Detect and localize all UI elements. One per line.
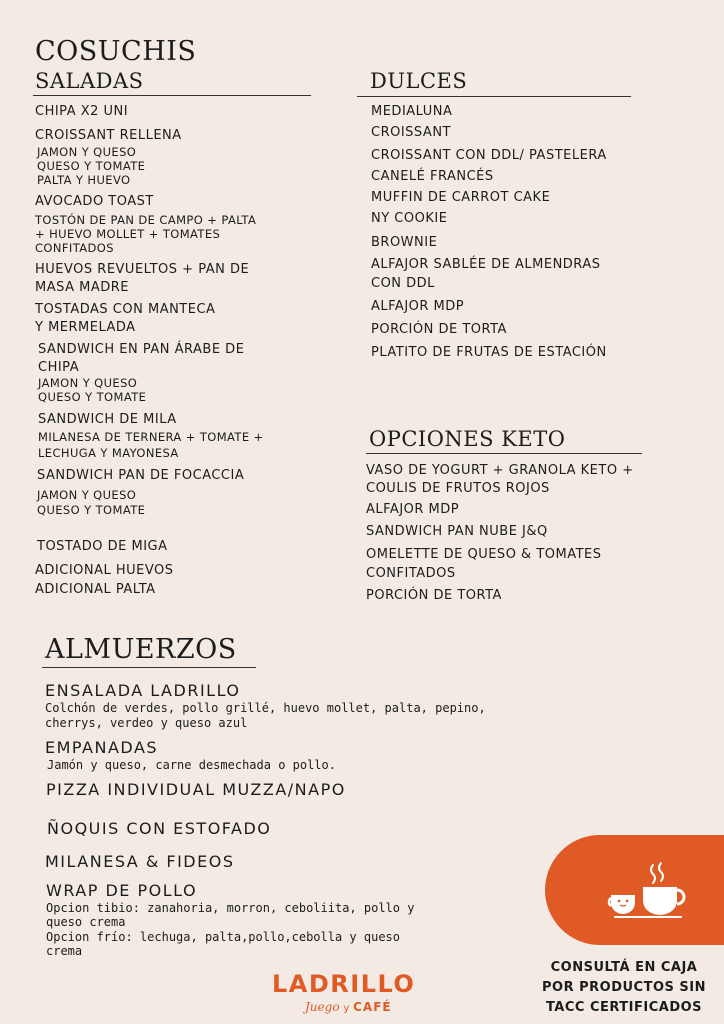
menu-item: CON DDL — [371, 276, 435, 291]
coffee-badge — [545, 835, 724, 945]
menu-item: CROISSANT — [371, 125, 451, 140]
menu-item: ADICIONAL HUEVOS — [35, 563, 174, 578]
menu-item: NY COOKIE — [371, 211, 448, 226]
menu-subitem: QUESO Y TOMATE — [38, 390, 147, 404]
menu-item: CHIPA — [38, 360, 80, 375]
dulces-divider — [357, 96, 631, 97]
tacc-notice — [538, 958, 710, 1018]
tagline-cafe: CAFÉ — [353, 1000, 392, 1014]
lunch-item-desc: cherrys, verdeo y queso azul — [45, 716, 248, 730]
menu-subitem: MILANESA DE TERNERA + TOMATE + — [38, 430, 264, 444]
lunch-item-desc: Opcion frío: lechuga, palta,pollo,cebolla y queso — [46, 930, 401, 944]
menu-subitem: CONFITADOS — [35, 241, 114, 255]
notice-line: POR PRODUCTOS SIN — [542, 980, 706, 995]
lunch-item-title: MILANESA & FIDEOS — [45, 852, 235, 871]
brand-tagline — [305, 1000, 392, 1014]
lunch-item-desc: Opcion tibio: zanahoria, morron, ceboliita, pollo y — [46, 901, 415, 915]
menu-subitem: QUESO Y TOMATE — [37, 159, 146, 173]
menu-item: SANDWICH EN PAN ÁRABE DE — [38, 342, 245, 357]
section-title-saladas: SALADAS — [35, 69, 144, 93]
section-title-keto: OPCIONES KETO — [369, 427, 566, 451]
lunch-item-title: PIZZA INDIVIDUAL MUZZA/NAPO — [46, 780, 346, 799]
menu-subitem: JAMON Y QUESO — [37, 488, 137, 502]
menu-item: SANDWICH PAN NUBE J&Q — [366, 524, 548, 539]
notice-line: TACC CERTIFICADOS — [545, 1000, 703, 1015]
tagline-juego: Juego — [305, 1000, 340, 1014]
section-title-dulces: DULCES — [370, 69, 468, 93]
menu-subitem: QUESO Y TOMATE — [37, 503, 146, 517]
saladas-divider — [33, 95, 311, 96]
lunch-item-title: EMPANADAS — [45, 738, 159, 757]
brand-logo: LADRILLO — [272, 970, 416, 998]
almuerzos-divider — [42, 667, 256, 668]
menu-item: MUFFIN DE CARROT CAKE — [371, 190, 551, 205]
menu-item: ALFAJOR MDP — [366, 502, 460, 517]
menu-item: PLATITO DE FRUTAS DE ESTACIÓN — [371, 345, 607, 360]
menu-item: TOSTADAS CON MANTECA — [35, 302, 216, 317]
menu-item: CROISSANT RELLENA — [35, 128, 182, 143]
lunch-item-desc: crema — [46, 944, 83, 958]
notice-line: CONSULTÁ EN CAJA — [550, 960, 698, 975]
menu-item: MASA MADRE — [35, 280, 129, 295]
menu-item: OMELETTE DE QUESO & TOMATES — [366, 547, 602, 562]
menu-item: AVOCADO TOAST — [35, 194, 154, 209]
menu-item: CANELÉ FRANCÉS — [371, 169, 494, 184]
lunch-item-title: ENSALADA LADRILLO — [45, 681, 241, 700]
section-title-almuerzos: ALMUERZOS — [45, 634, 237, 665]
lunch-item-title: WRAP DE POLLO — [46, 881, 198, 900]
menu-subitem: JAMON Y QUESO — [37, 145, 137, 159]
lunch-item-title: ÑOQUIS CON ESTOFADO — [47, 819, 272, 838]
menu-item: PORCIÓN DE TORTA — [366, 588, 502, 603]
menu-item: ADICIONAL PALTA — [35, 582, 156, 597]
menu-item: ALFAJOR SABLÉE DE ALMENDRAS — [371, 257, 601, 272]
lunch-item-desc: Colchón de verdes, pollo grillé, huevo mollet, palta, pepino, — [45, 701, 486, 715]
menu-subitem: PALTA Y HUEVO — [37, 173, 131, 187]
lunch-item-desc: queso crema — [46, 915, 126, 929]
menu-subitem: TOSTÓN DE PAN DE CAMPO + PALTA — [35, 213, 257, 227]
menu-item: HUEVOS REVUELTOS + PAN DE — [35, 262, 250, 277]
menu-subitem: JAMON Y QUESO — [38, 376, 138, 390]
menu-item: BROWNIE — [371, 235, 438, 250]
coffee-cups-icon — [607, 857, 697, 927]
menu-item: SANDWICH DE MILA — [38, 412, 177, 427]
menu-item: TOSTADO DE MIGA — [37, 539, 168, 554]
page-title: COSUCHIS — [35, 36, 197, 67]
menu-item: CHIPA X2 UNI — [35, 104, 129, 119]
menu-item: SANDWICH PAN DE FOCACCIA — [37, 468, 245, 483]
menu-item: VASO DE YOGURT + GRANOLA KETO + — [366, 463, 634, 478]
menu-item: CROISSANT CON DDL/ PASTELERA — [371, 148, 607, 163]
menu-subitem: + HUEVO MOLLET + TOMATES — [35, 227, 221, 241]
menu-item: COULIS DE FRUTOS ROJOS — [366, 481, 550, 496]
tagline-y: y — [343, 1003, 350, 1014]
menu-item: PORCIÓN DE TORTA — [371, 322, 507, 337]
menu-item: MEDIALUNA — [371, 104, 453, 119]
keto-divider — [366, 453, 642, 454]
lunch-item-desc: Jamón y queso, carne desmechada o pollo. — [47, 758, 336, 772]
menu-item: ALFAJOR MDP — [371, 299, 465, 314]
menu-subitem: LECHUGA Y MAYONESA — [38, 446, 179, 460]
menu-item: Y MERMELADA — [35, 320, 136, 335]
menu-item: CONFITADOS — [366, 566, 456, 581]
